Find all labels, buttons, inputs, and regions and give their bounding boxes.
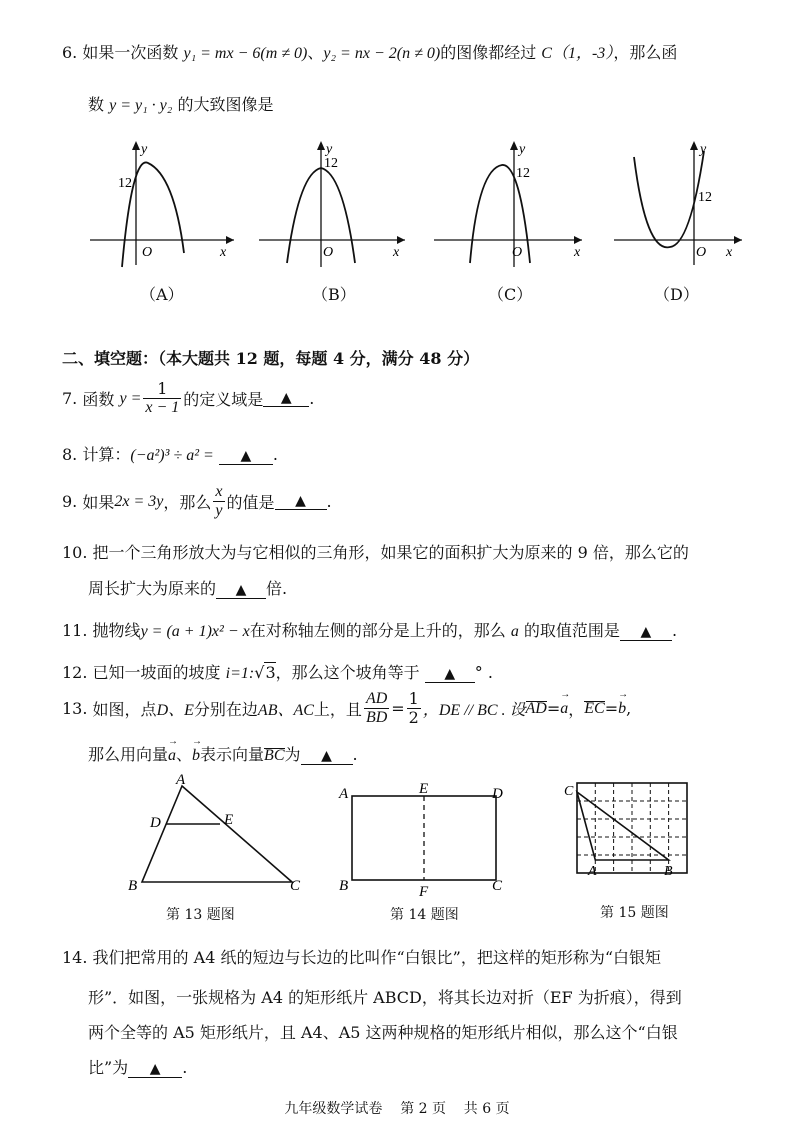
graph-a-label: （A）	[140, 285, 184, 304]
question-10-line2: 周长扩大为原来的 ▲ 倍.	[88, 579, 288, 598]
answer-blank[interactable]: ▲	[620, 624, 672, 641]
x-label: x	[220, 245, 227, 260]
answer-blank[interactable]: ▲	[219, 448, 273, 465]
question-8: 8. 计算：(−a²)³ ÷ a² = ▲ .	[62, 445, 278, 464]
answer-blank[interactable]: ▲	[216, 582, 266, 599]
answer-blank[interactable]: ▲	[275, 493, 327, 510]
y-axis-arrow	[317, 141, 325, 150]
point-d-label: D	[492, 786, 503, 802]
question-14-line2: 形”．如图，一张规格为 A4 的矩形纸片 ABCD，将其长边对折（EF 为折痕），得到	[88, 988, 682, 1007]
y-label: y	[519, 142, 526, 157]
x-axis-arrow	[574, 236, 582, 244]
question-7: 7. 函数 y = $\frac{1}{x - 1}$ 的定义域是 ▲ .	[62, 379, 315, 416]
point-c-label: C	[492, 878, 503, 894]
y-label: y	[326, 142, 333, 157]
point-c-label: C	[290, 878, 301, 894]
page-footer: 九年级数学试卷 第 2 页 共 6 页	[284, 1101, 510, 1117]
q6-line1: 6. 如果一次函数 y₁ = mx − 6(m ≠ 0)、y₂ = nx − 2(n ≠ 0)的图像都经过 C（1，-3），那么函	[62, 43, 678, 62]
point-a-label: A	[339, 786, 349, 802]
origin-label: O	[696, 245, 707, 260]
y-axis-arrow	[510, 141, 518, 150]
question-14-line1: 14. 我们把常用的 A4 纸的短边与长边的比叫作“白银比”，把这样的矩形称为“白银矩	[62, 948, 661, 967]
answer-blank[interactable]: ▲	[425, 666, 475, 683]
point-f-label: F	[419, 884, 429, 898]
point-a-label: A	[176, 772, 186, 788]
graph-c	[430, 135, 590, 275]
point-c-label: C	[564, 784, 574, 799]
x-label: x	[726, 245, 733, 260]
question-14-line4: 比”为 ▲ .	[88, 1058, 188, 1077]
point-b-label: B	[339, 878, 349, 894]
figure-15-caption: 第 15 题图	[600, 905, 669, 921]
triangle-abc	[142, 786, 292, 882]
point-e-label: E	[419, 781, 429, 797]
y-axis-arrow	[132, 141, 140, 150]
graph-d-label: （D）	[654, 285, 699, 304]
answer-blank[interactable]: ▲	[301, 748, 353, 765]
answer-blank[interactable]: ▲	[128, 1061, 182, 1078]
q6-line2: 数 y = y₁ · y₂ 的大致图像是	[88, 95, 274, 114]
question-13-line2: 那么用向量a →、b →表示向量BC为 ▲ .	[88, 742, 358, 765]
graph-a	[84, 135, 244, 275]
point-d-label: D	[150, 815, 161, 831]
graph-b	[255, 135, 415, 275]
y-label: y	[141, 142, 148, 157]
question-14-line3: 两个全等的 A5 矩形纸片，且 A4、A5 这两种规格的矩形纸片相似，那么这个“白银	[88, 1023, 678, 1042]
question-9: 9. 如果 2x = 3y ，那么 $\frac{x}{y}$ 的值是 ▲ .	[62, 483, 332, 519]
origin-label: O	[512, 245, 523, 260]
origin-label: O	[142, 245, 153, 260]
tick-label-12: 12	[118, 176, 132, 191]
x-axis-arrow	[226, 236, 234, 244]
triangle-abc	[577, 792, 669, 860]
figure-14	[335, 778, 515, 898]
x-label: x	[393, 245, 400, 260]
answer-blank[interactable]: ▲	[263, 390, 309, 407]
question-10-line1: 10. 把一个三角形放大为与它相似的三角形，如果它的面积扩大为原来的 9 倍，那么它的	[62, 543, 689, 562]
figure-15	[560, 775, 700, 885]
point-e-label: E	[224, 812, 234, 828]
x-axis-arrow	[734, 236, 742, 244]
graph-b-label: （B）	[312, 285, 356, 304]
point-b-label: B	[128, 878, 138, 894]
origin-label: O	[323, 245, 334, 260]
point-a-label: A	[588, 864, 597, 879]
x-label: x	[574, 245, 581, 260]
x-axis-arrow	[397, 236, 405, 244]
tick-label-12: 12	[698, 190, 712, 205]
figure-13-caption: 第 13 题图	[166, 907, 235, 923]
point-b-label: B	[664, 864, 673, 879]
tick-label-12: 12	[516, 166, 530, 181]
y-label: y	[700, 142, 707, 157]
y-axis-arrow	[690, 141, 698, 150]
figure-13	[120, 772, 320, 897]
graph-d	[612, 135, 752, 275]
question-13-line1: 13. 如图，点 D、E 分别在边 AB、AC 上，且 $\frac{AD}{BD}$ = $\frac{1}{2}$ ，DE // BC . 设 AD = a → ， EC = b → ,	[62, 690, 631, 727]
figure-14-caption: 第 14 题图	[390, 907, 459, 923]
graph-c-label: （C）	[488, 285, 533, 304]
question-11: 11. 抛物线y = (a + 1)x² − x在对称轴左侧的部分是上升的，那么 a 的取值范围是 ▲ .	[62, 621, 678, 640]
section-title: 二、填空题：（本大题共 12 题，每题 4 分，满分 48 分）	[62, 349, 480, 368]
tick-label-12: 12	[324, 156, 338, 171]
question-12: 12. 已知一坡面的坡度 i=1:√3，那么这个坡角等于 ▲ ° .	[62, 663, 493, 682]
